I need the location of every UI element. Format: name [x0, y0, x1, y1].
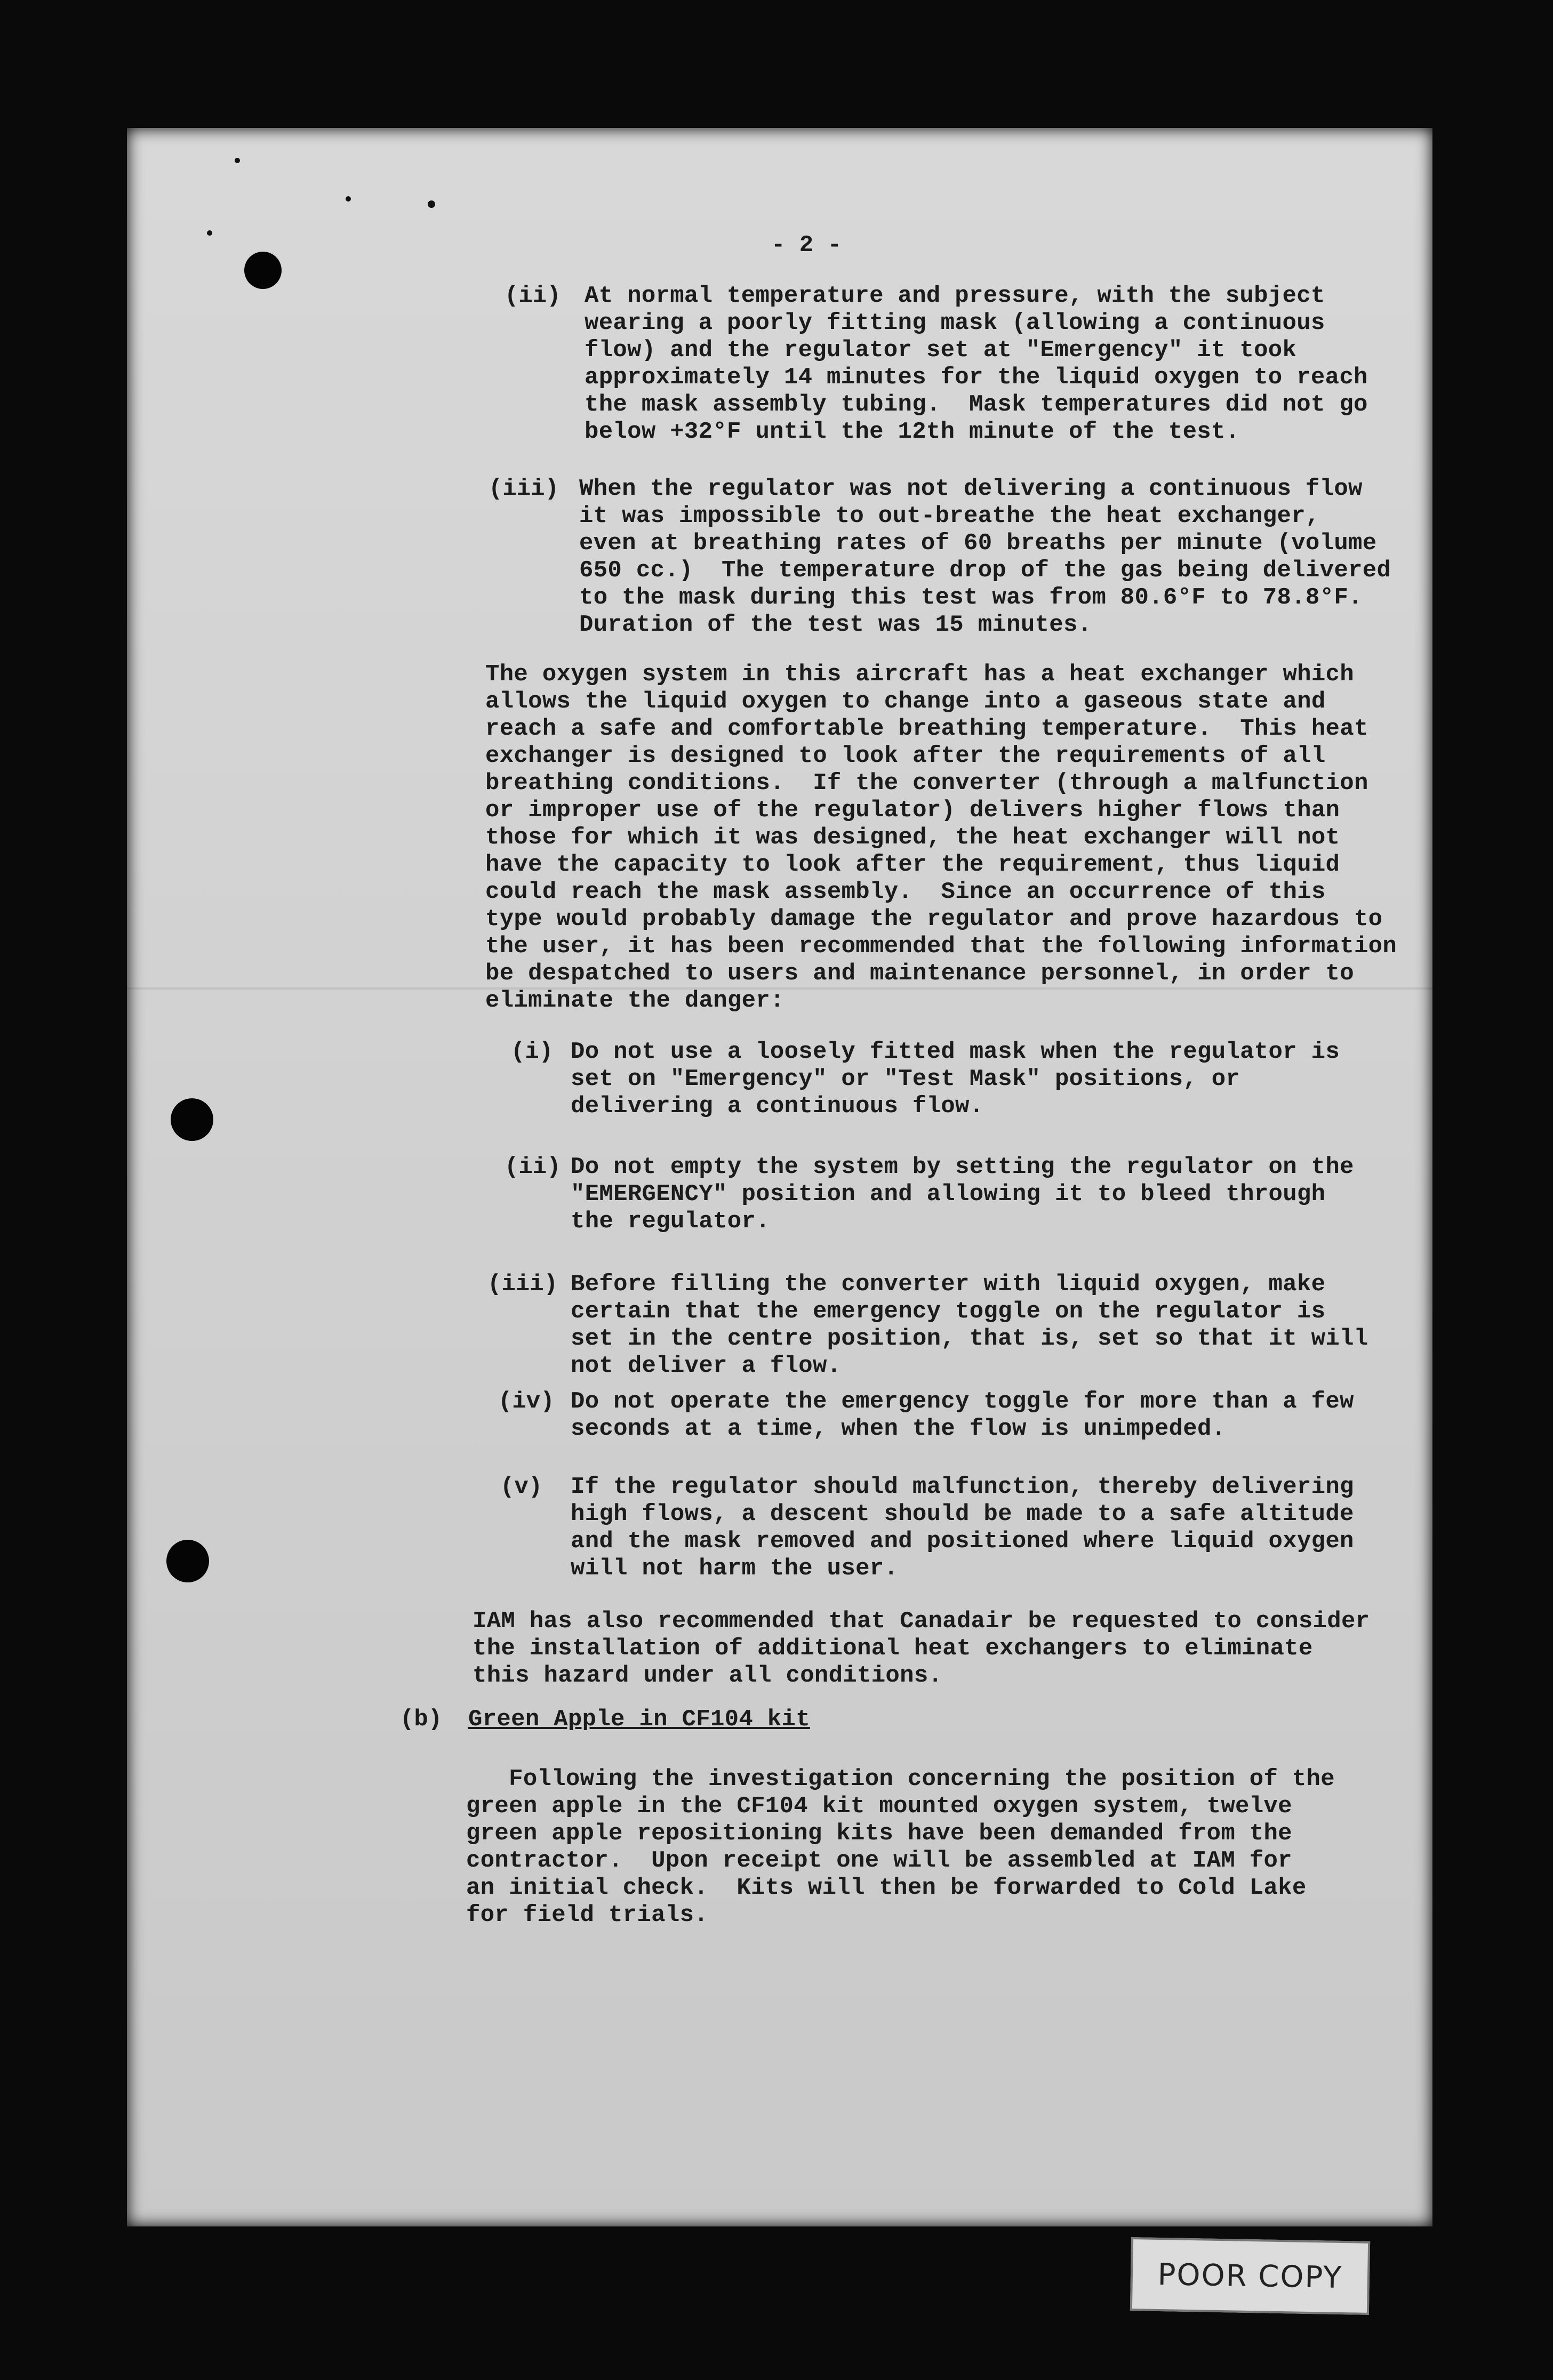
list-item-text — [571, 1154, 1354, 1235]
text-line: will not harm the user. — [571, 1555, 899, 1582]
text-line: eliminate the danger: — [485, 987, 784, 1014]
text-line: breathing conditions. If the converter (through a malfunction — [485, 770, 1368, 797]
list-item-number: (iii) — [487, 1271, 558, 1298]
binder-hole — [166, 1540, 209, 1582]
text-line: not deliver a flow. — [571, 1353, 842, 1379]
text-line: an initial check. Kits will then be forwarded to Cold Lake — [466, 1875, 1307, 1901]
text-line: certain that the emergency toggle on the regulator is — [571, 1298, 1326, 1325]
item-text — [579, 476, 1391, 639]
text-line: delivering a continuous flow. — [571, 1093, 984, 1120]
text-line: If the regulator should malfunction, thereby delivering — [571, 1474, 1354, 1500]
text-line: the user, it has been recommended that the following information — [485, 933, 1397, 960]
binder-hole — [244, 252, 282, 289]
text-line: set in the centre position, that is, set so that it will — [571, 1325, 1368, 1352]
text-line: for field trials. — [466, 1902, 708, 1928]
text-line: have the capacity to look after the requirement, thus liquid — [485, 851, 1340, 878]
text-line: it was impossible to out-breathe the heat exchanger, — [579, 503, 1320, 529]
text-line: below +32°F until the 12th minute of the test. — [585, 419, 1240, 445]
text-line: green apple in the CF104 kit mounted oxygen system, twelve — [466, 1793, 1292, 1820]
text-line: reach a safe and comfortable breathing temperature. This heat — [485, 715, 1368, 742]
text-line: The oxygen system in this aircraft has a heat exchanger which — [485, 661, 1354, 688]
text-line: could reach the mask assembly. Since an occurrence of this — [485, 879, 1326, 905]
text-line: green apple repositioning kits have been demanded from the — [466, 1820, 1292, 1847]
text-line: "EMERGENCY" position and allowing it to bleed through — [571, 1181, 1326, 1208]
text-line: IAM has also recommended that Canadair be requested to consider — [473, 1608, 1370, 1635]
text-line: Duration of the test was 15 minutes. — [579, 612, 1092, 638]
text-line: the installation of additional heat exchangers to eliminate — [473, 1635, 1313, 1662]
speck — [428, 200, 435, 208]
text-line: Before filling the converter with liquid oxygen, make — [571, 1271, 1326, 1298]
document-page — [127, 128, 1432, 2226]
text-line: Following the investigation concerning the position of the — [466, 1766, 1335, 1792]
list-item-number: (iv) — [498, 1388, 555, 1415]
speck — [207, 230, 212, 236]
text-line: allows the liquid oxygen to change into a gaseous state and — [485, 688, 1326, 715]
text-line: even at breathing rates of 60 breaths per minute (volume — [579, 530, 1377, 557]
text-line: exchanger is designed to look after the requirements of all — [485, 743, 1326, 769]
binder-hole — [171, 1098, 213, 1141]
body-paragraph — [485, 661, 1397, 1015]
text-line: Do not empty the system by setting the regulator on the — [571, 1154, 1354, 1180]
item-number: (ii) — [505, 283, 561, 309]
list-item-number: (v) — [500, 1474, 543, 1500]
text-line: contractor. Upon receipt one will be assembled at IAM for — [466, 1847, 1292, 1874]
text-line: and the mask removed and positioned where liquid oxygen — [571, 1528, 1354, 1555]
text-line: set on "Emergency" or "Test Mask" positions, or — [571, 1066, 1240, 1092]
text-line: Do not operate the emergency toggle for more than a few — [571, 1388, 1354, 1415]
text-line: the regulator. — [571, 1208, 770, 1235]
list-item-text — [571, 1271, 1368, 1380]
list-item-text — [571, 1388, 1354, 1443]
item-text — [585, 283, 1368, 446]
text-line: the mask assembly tubing. Mask temperatures did not go — [585, 391, 1368, 418]
list-item-text — [571, 1474, 1354, 1582]
section-heading: Green Apple in CF104 kit — [468, 1706, 810, 1733]
text-line: high flows, a descent should be made to a safe altitude — [571, 1501, 1354, 1527]
text-line: or improper use of the regulator) delivers higher flows than — [485, 797, 1340, 824]
text-line: 650 cc.) The temperature drop of the gas being delivered — [579, 557, 1391, 584]
list-item-number: (ii) — [505, 1154, 561, 1180]
poor-copy-stamp: POOR COPY — [1130, 2237, 1370, 2315]
text-line: be despatched to users and maintenance personnel, in order to — [485, 960, 1354, 987]
text-line: approximately 14 minutes for the liquid oxygen to reach — [585, 364, 1368, 391]
item-number: (iii) — [489, 476, 559, 502]
list-item-text — [571, 1039, 1340, 1120]
body-paragraph — [466, 1766, 1335, 1929]
section-label: (b) — [400, 1706, 443, 1733]
speck — [235, 158, 240, 163]
text-line: seconds at a time, when the flow is unimpeded. — [571, 1416, 1226, 1442]
page-number: - 2 - — [771, 232, 842, 259]
text-line: When the regulator was not delivering a continuous flow — [579, 476, 1363, 502]
body-paragraph — [473, 1608, 1370, 1690]
speck — [346, 196, 351, 202]
text-line: type would probably damage the regulator and prove hazardous to — [485, 906, 1383, 932]
text-line: Do not use a loosely fitted mask when the regulator is — [571, 1039, 1340, 1065]
list-item-number: (i) — [511, 1039, 554, 1065]
text-line: flow) and the regulator set at "Emergency" it took — [585, 337, 1297, 364]
text-line: wearing a poorly fitting mask (allowing a continuous — [585, 310, 1325, 336]
text-line: this hazard under all conditions. — [473, 1662, 943, 1689]
text-line: At normal temperature and pressure, with the subject — [585, 283, 1325, 309]
text-line: those for which it was designed, the heat exchanger will not — [485, 824, 1340, 851]
text-line: to the mask during this test was from 80.6°F to 78.8°F. — [579, 584, 1363, 611]
